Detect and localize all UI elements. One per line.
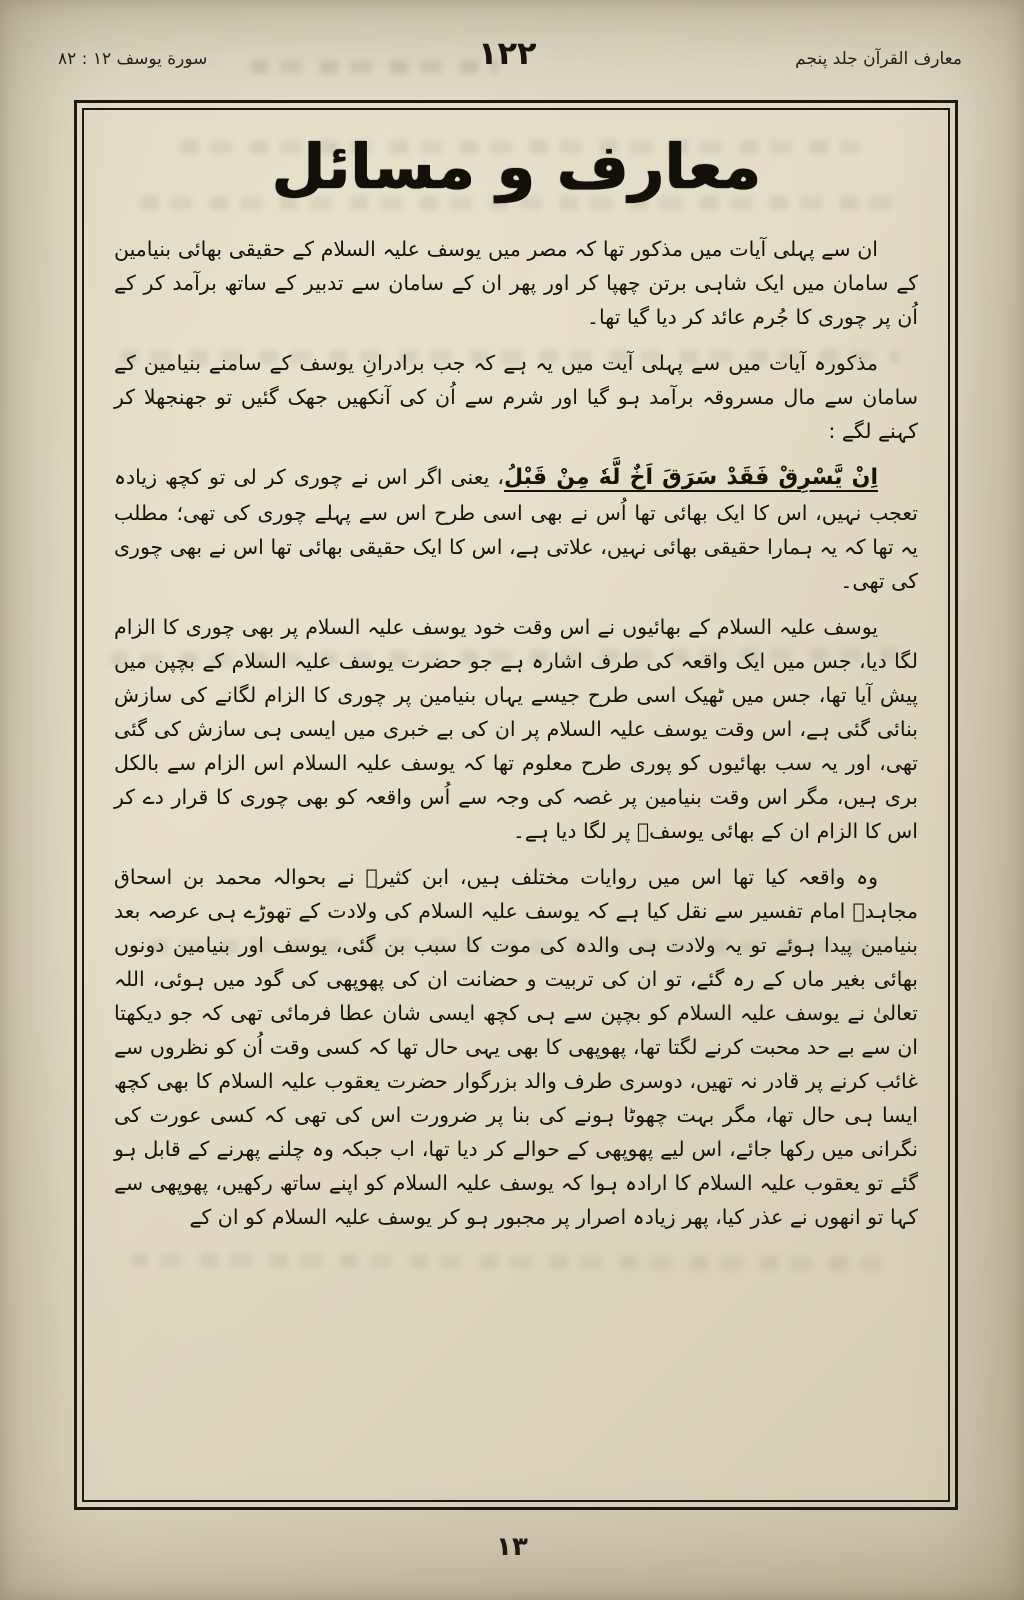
- page-border-inner: [82, 108, 950, 1502]
- book-title-header: معارف القرآن جلد پنجم: [795, 49, 962, 69]
- paragraph-5: وہ واقعہ کیا تھا اس میں روایات مختلف ہیں، ابن کثیرؒ نے بحوالہ محمد بن اسحاق مجاہدؒ امام تفسیر سے نقل کیا ہے کہ یوسف علیہ السلام کی ولادت کے تھوڑے ہی عرصہ بعد بنیامین پیدا ہوئے تو یہ ولادت ہی والدہ کی موت کا سبب بن گئی، یوسف اور بنیامین دونوں بھائی بغیر ماں کے رہ گئے، تو ان کی تربیت و حضانت ان کی پھوپھی کی گود میں ہوئی، اللہ تعالیٰ نے یوسف علیہ السلام کو بچپن سے ہی کچھ ایسی شان عطا فرمائی تھی کہ جو دیکھتا ان سے بے حد محبت کرنے لگتا تھا، پھوپھی کا بھی یہی حال تھا کہ کسی وقت اُن کو نظروں سے غائب کرنے پر قادر نہ تھیں، دوسری طرف والد بزرگوار حضرت یعقوب علیہ السلام کا بھی کچھ ایسا ہی حال تھا، مگر بہت چھوٹا ہونے کی بنا پر ضرورت اس کی تھی کہ کسی عورت کی نگرانی میں رکھا جائے، اس لیے پھوپھی کے حوالے کر دیا تھا، اب جبکہ وہ چلنے پھرنے کے قابل ہو گئے تو یعقوب علیہ السلام کا ارادہ ہوا کہ یوسف علیہ السلام کو اپنے ساتھ رکھیں، پھوپھی سے کہا تو انھوں نے عذر کیا، پھر زیادہ اصرار پر مجبور ہو کر یوسف علیہ السلام کو ان کے: [114, 865, 918, 1230]
- paragraph-4: یوسف علیہ السلام کے بھائیوں نے اس وقت خود یوسف علیہ السلام پر بھی چوری کا الزام لگا دیا، جس میں ایک واقعہ کی طرف اشارہ ہے جو حضرت یوسف علیہ السلام کے بچپن میں پیش آیا تھا، جس میں ٹھیک اسی طرح جیسے یہاں بنیامین پر چوری کا الزام لگانے کی سازش بنائی گئی ہے، اس وقت یوسف علیہ السلام پر ان کی بے خبری میں ایسی ہی سازش کی گئی تھی، اور یہ سب بھائیوں کو پوری طرح معلوم تھا کہ یوسف علیہ السلام اس الزام سے بالکل بری ہیں، مگر اس وقت بنیامین پر غصہ کی وجہ سے اُس واقعہ کو بھی چوری کا قرار دے کر اس کا الزام ان کے بھائی یوسفؑ پر لگا دیا ہے۔: [114, 615, 918, 844]
- paragraph-1: ان سے پہلی آیات میں مذکور تھا کہ مصر میں یوسف علیہ السلام کے حقیقی بھائی بنیامین کے سامان میں ایک شاہی برتن چھپا کر اور پھر ان کے سامان سے تدبیر کے ساتھ برآمد کر کے اُن پر چوری کا جُرم عائد کر دیا گیا تھا۔: [114, 236, 918, 329]
- page-number: ١٢٢: [477, 34, 537, 72]
- section-title: معارف و مسائل: [271, 130, 761, 203]
- running-head: [58, 34, 962, 72]
- quran-verse: اِنْ يَّسْرِقْ فَقَدْ سَرَقَ اَخٌ لَّهٗ مِنْ قَبْلُ: [503, 464, 878, 490]
- surah-reference-header: سورة يوسف ١٢ : ٨٢: [58, 49, 208, 69]
- page-border-frame: [74, 100, 958, 1510]
- paragraph-3: [114, 460, 918, 599]
- signature-mark: ۱۳: [496, 1532, 528, 1562]
- paragraph-2: مذکورہ آیات میں سے پہلی آیت میں یہ ہے کہ جب برادرانِ یوسف کے سامنے بنیامین کے سامان سے مال مسروقہ برآمد ہو گیا اور شرم سے اُن کی آنکھیں جھک گئیں تو جھنجھلا کر کہنے لگے :: [114, 350, 918, 443]
- body-text: [114, 232, 918, 1235]
- paragraph-3-continuation: ، یعنی اگر اس نے چوری کر لی تو کچھ زیادہ تعجب نہیں، اس کا ایک بھائی تھا اُس نے بھی اسی طرح اس سے پہلے چوری کی تھی؛ مطلب یہ تھا کہ یہ ہمارا حقیقی بھائی نہیں، علاتی ہے، اس کا ایک حقیقی بھائی تھا اس نے بھی چوری کی تھی۔: [114, 464, 918, 594]
